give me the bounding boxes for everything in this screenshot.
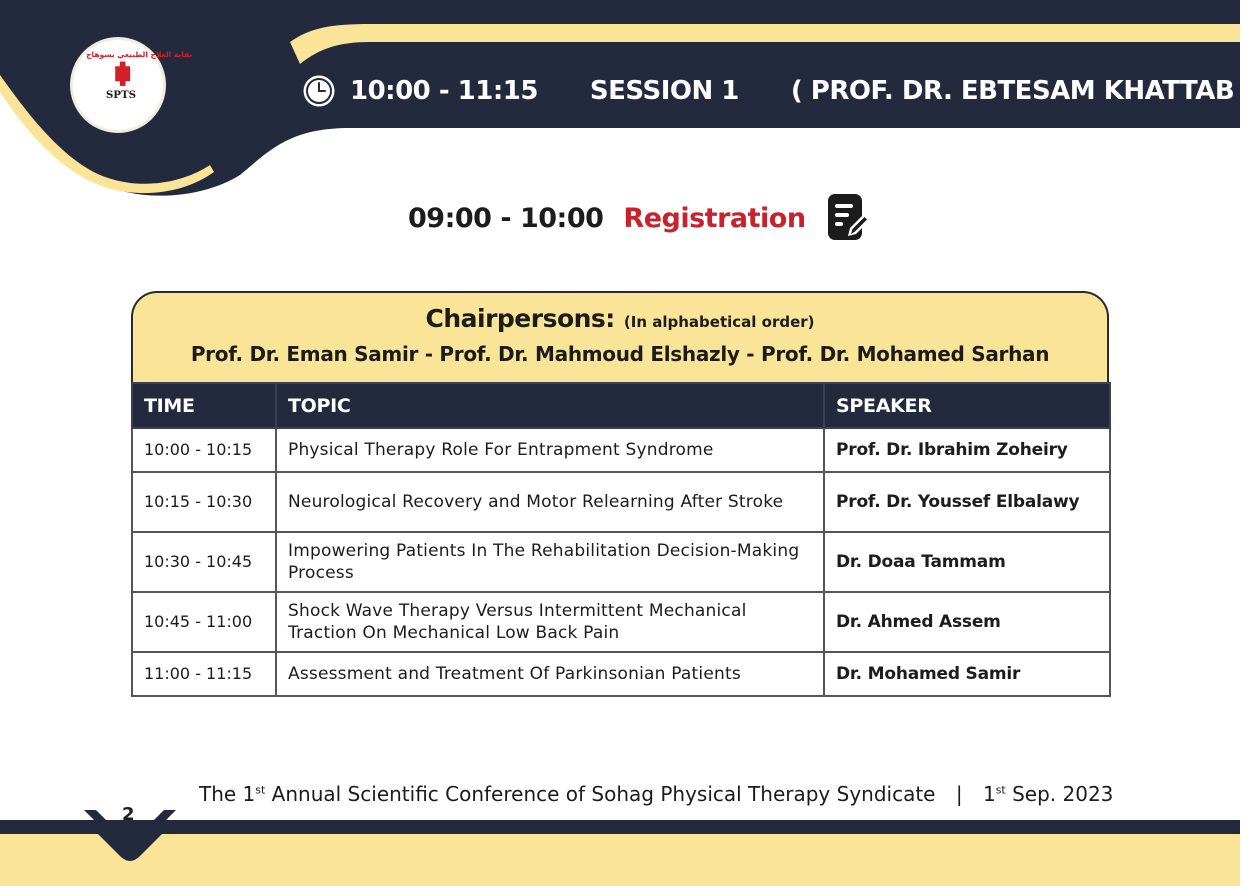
row-speaker: Prof. Dr. Youssef Elbalawy (824, 472, 1110, 532)
table-row (132, 472, 1110, 532)
table-row (132, 592, 1110, 652)
conference-date: Sep. 2023 (1005, 782, 1114, 806)
conference-date-day: 1 (982, 782, 996, 806)
spts-logo (70, 37, 193, 133)
row-topic: Assessment and Treatment Of Parkinsonian Patients (276, 652, 824, 696)
row-speaker: Dr. Mohamed Samir (824, 652, 1110, 696)
header-speaker: SPEAKER (824, 383, 1110, 428)
footer-separator: | (955, 782, 963, 806)
row-speaker: Dr. Doaa Tammam (824, 532, 1110, 592)
clock-icon (302, 74, 336, 108)
conference-date-ordinal: st (995, 783, 1006, 797)
footer-navy-band (0, 820, 1240, 834)
row-speaker: Dr. Ahmed Assem (824, 592, 1110, 652)
session-time: 10:00 - 11:15 (350, 76, 538, 106)
row-time: 10:45 - 11:00 (132, 592, 276, 652)
row-time: 11:00 - 11:15 (132, 652, 276, 696)
footer-banner (0, 810, 1240, 886)
program-table (131, 382, 1111, 697)
row-topic: Physical Therapy Role For Entrapment Syndrome (276, 428, 824, 472)
header-time: TIME (132, 383, 276, 428)
chairpersons-note: (In alphabetical order) (623, 313, 815, 331)
table-header-row (132, 383, 1110, 428)
registration-time: 09:00 - 10:00 (408, 202, 604, 234)
footer-gold-band (0, 834, 1240, 886)
row-topic: Shock Wave Therapy Versus Intermittent Mechanical Traction On Mechanical Low Back Pain (276, 592, 824, 652)
registration-label: Registration (623, 202, 806, 234)
header-topic: TOPIC (276, 383, 824, 428)
registration-line (408, 190, 870, 246)
logo-text: SPTS (105, 89, 137, 102)
row-topic: Impowering Patients In The Rehabilitation Decision-Making Process (276, 532, 824, 592)
chairpersons-heading (133, 303, 1107, 335)
row-time: 10:30 - 10:45 (132, 532, 276, 592)
table-row (132, 428, 1110, 472)
table-row (132, 532, 1110, 592)
chairpersons-names: Prof. Dr. Eman Samir - Prof. Dr. Mahmoud Elshazly - Prof. Dr. Mohamed Sarhan (190, 342, 1050, 366)
conference-title-ordinal: st (255, 783, 266, 797)
table-row (132, 652, 1110, 696)
conference-title-prefix: The 1 (199, 782, 256, 806)
conference-footer (199, 778, 1113, 810)
session-chair: ( PROF. DR. EBTESAM KHATTAB ) (790, 76, 1254, 106)
chairpersons-block (131, 291, 1109, 383)
document-edit-icon (826, 192, 870, 244)
page-number: 2 (122, 804, 135, 825)
session-header (302, 62, 1254, 120)
row-topic: Neurological Recovery and Motor Relearning After Stroke (276, 472, 824, 532)
session-title: SESSION 1 (589, 76, 739, 106)
chairpersons-title: Chairpersons: (425, 304, 615, 333)
conference-title: Annual Scientific Conference of Sohag Physical Therapy Syndicate (265, 782, 936, 806)
row-speaker: Prof. Dr. Ibrahim Zoheiry (824, 428, 1110, 472)
row-time: 10:00 - 10:15 (132, 428, 276, 472)
logo-arabic-text: نقابة العلاج الطبيعي بسوهاج (86, 49, 193, 59)
row-time: 10:15 - 10:30 (132, 472, 276, 532)
